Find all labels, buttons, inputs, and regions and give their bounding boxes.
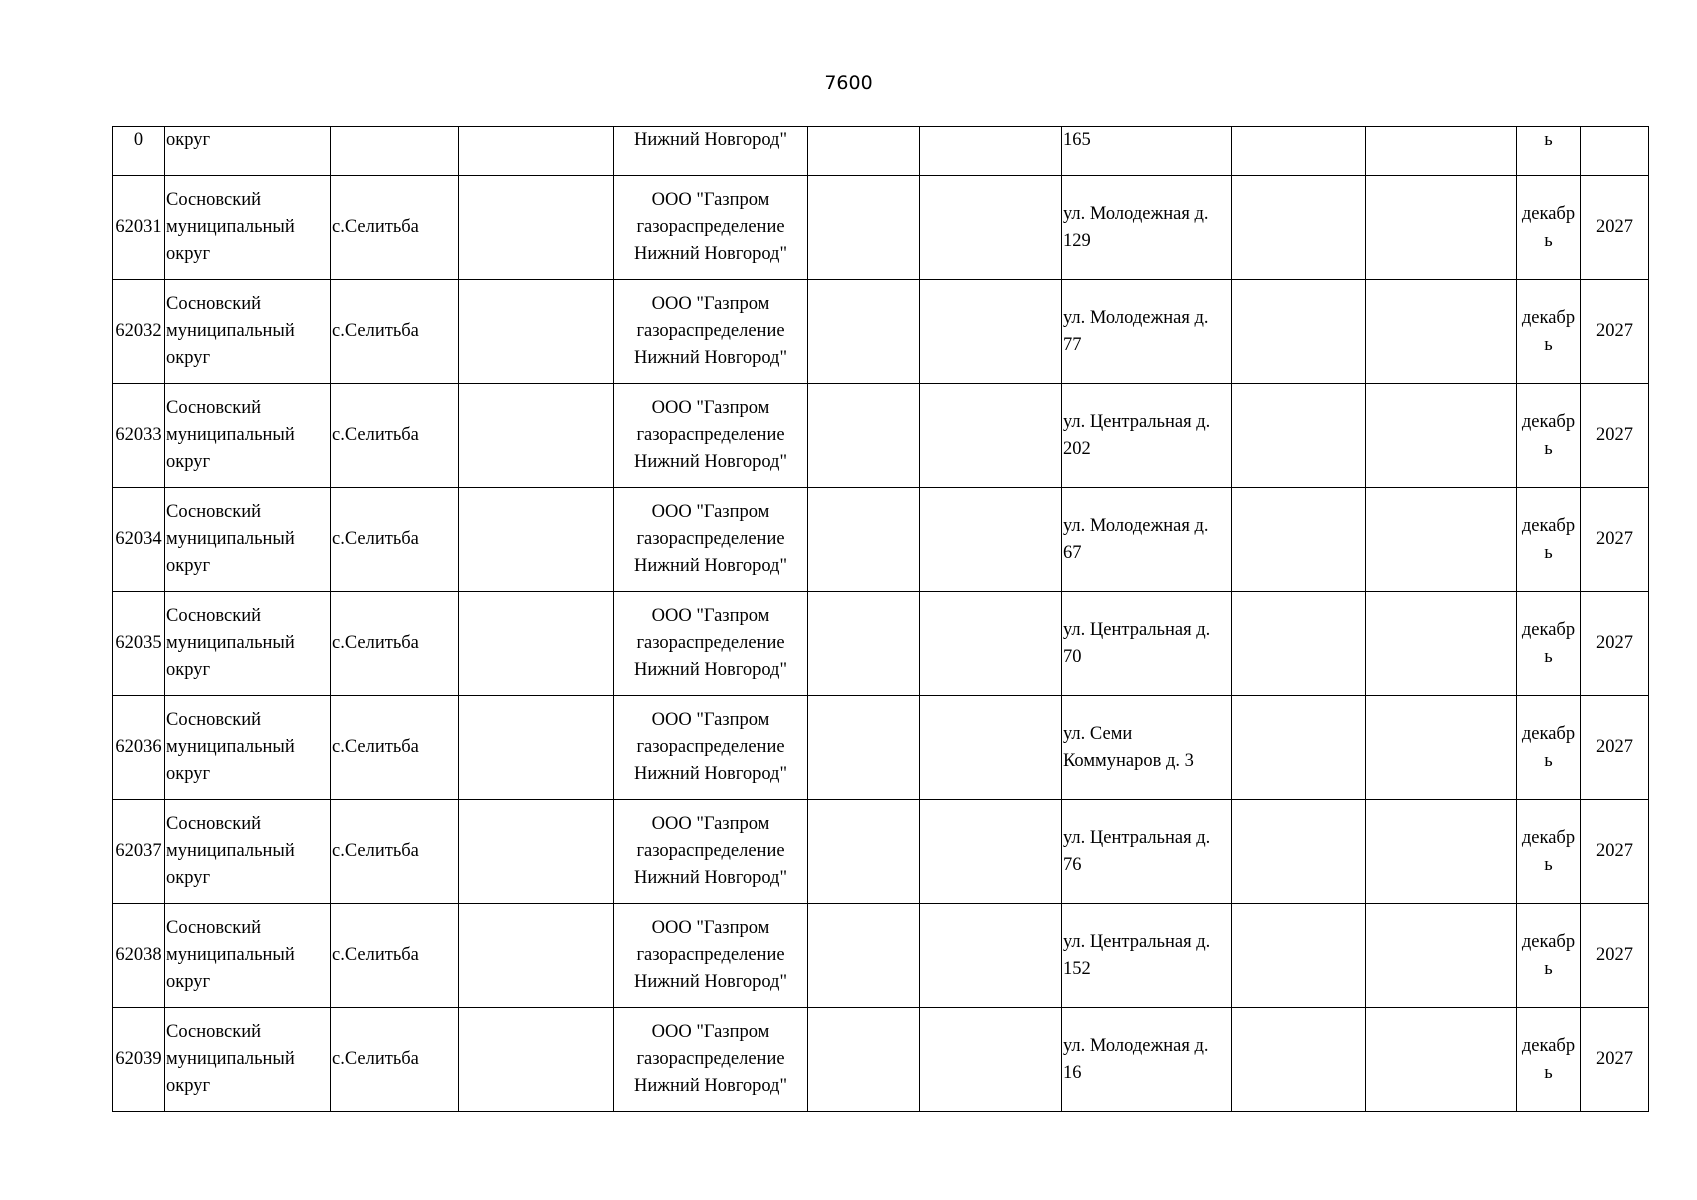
address-line: ул. Семи <box>1063 723 1133 744</box>
year-cell <box>1581 127 1649 176</box>
district-line: Сосновский <box>166 190 262 210</box>
organization-line: Нижний Новгород" <box>633 452 788 472</box>
table-row <box>113 280 1649 384</box>
address-line: ул. Молодежная д. <box>1063 307 1209 328</box>
row-number-cell: 62037 <box>113 800 165 904</box>
empty-cell <box>1232 800 1366 904</box>
empty-cell <box>808 280 920 384</box>
empty-cell <box>1366 176 1517 280</box>
address-cell <box>1062 800 1232 904</box>
district-cell <box>165 176 331 280</box>
organization-cell <box>614 592 808 696</box>
month-cell <box>1517 592 1581 696</box>
empty-cell <box>920 592 1062 696</box>
empty-cell <box>920 176 1062 280</box>
organization-line: Нижний Новгород" <box>633 1076 788 1096</box>
address-line: 76 <box>1063 854 1082 875</box>
page-number: 7600 <box>824 72 873 94</box>
month-cell <box>1517 176 1581 280</box>
empty-cell <box>459 280 614 384</box>
month-line: декабр <box>1521 619 1576 640</box>
empty-cell <box>808 384 920 488</box>
district-cell <box>165 1008 331 1112</box>
year-cell: 2027 <box>1581 176 1649 280</box>
district-line: муниципальный <box>166 217 295 237</box>
empty-cell <box>808 176 920 280</box>
district-line: Сосновский <box>166 710 262 730</box>
district-line: муниципальный <box>166 945 295 965</box>
district-line: муниципальный <box>166 1049 295 1069</box>
organization-line: Нижний Новгород" <box>633 972 788 992</box>
district-line: округ <box>166 452 211 472</box>
organization-line: газораспределение <box>636 321 785 341</box>
year-cell: 2027 <box>1581 280 1649 384</box>
address-line: ул. Молодежная д. <box>1063 1035 1209 1056</box>
organization-cell <box>614 384 808 488</box>
address-line: 129 <box>1063 230 1091 251</box>
district-cell <box>165 592 331 696</box>
organization-line: Нижний Новгород" <box>633 244 788 264</box>
organization-line: газораспределение <box>636 529 785 549</box>
month-cell <box>1517 280 1581 384</box>
row-number-cell: 62036 <box>113 696 165 800</box>
address-line: ул. Центральная д. <box>1063 411 1211 432</box>
empty-cell <box>459 904 614 1008</box>
empty-cell <box>459 696 614 800</box>
organization-line: Нижний Новгород" <box>633 660 788 680</box>
organization-line: ООО "Газпром <box>651 398 770 418</box>
empty-cell <box>459 800 614 904</box>
month-cell <box>1517 384 1581 488</box>
district-cell <box>165 696 331 800</box>
organization-line: Нижний Новгород" <box>633 764 788 784</box>
year-cell: 2027 <box>1581 904 1649 1008</box>
address-cell <box>1062 280 1232 384</box>
month-line: декабр <box>1521 827 1576 848</box>
month-cell <box>1517 488 1581 592</box>
empty-cell <box>459 176 614 280</box>
year-cell: 2027 <box>1581 384 1649 488</box>
organization-line: Нижний Новгород" <box>633 868 788 888</box>
empty-cell <box>920 696 1062 800</box>
table-row <box>113 384 1649 488</box>
district-cell <box>165 904 331 1008</box>
month-cell <box>1517 696 1581 800</box>
organization-line: ООО "Газпром <box>651 190 770 210</box>
empty-cell <box>808 592 920 696</box>
district-line: Сосновский <box>166 398 262 418</box>
empty-cell <box>808 127 920 176</box>
organization-line: газораспределение <box>636 945 785 965</box>
organization-cell <box>614 488 808 592</box>
address-line: ул. Центральная д. <box>1063 827 1211 848</box>
address-line: ул. Центральная д. <box>1063 931 1211 952</box>
district-line: Сосновский <box>166 502 262 522</box>
address-cell <box>1062 592 1232 696</box>
organization-line: ООО "Газпром <box>651 918 770 938</box>
year-cell: 2027 <box>1581 1008 1649 1112</box>
district-line: муниципальный <box>166 737 295 757</box>
organization-line: Нижний Новгород" <box>633 556 788 576</box>
district-line: округ <box>166 1076 211 1096</box>
year-cell: 2027 <box>1581 696 1649 800</box>
month-cell <box>1517 1008 1581 1112</box>
organization-line: ООО "Газпром <box>651 606 770 626</box>
organization-cell: Нижний Новгород" <box>614 127 808 176</box>
organization-line: ООО "Газпром <box>651 814 770 834</box>
empty-cell <box>1366 1008 1517 1112</box>
district-line: Сосновский <box>166 294 262 314</box>
district-line: округ <box>166 556 211 576</box>
empty-cell <box>1366 696 1517 800</box>
empty-cell <box>1366 488 1517 592</box>
organization-cell <box>614 176 808 280</box>
organization-cell <box>614 280 808 384</box>
settlement-cell: с.Селитьба <box>331 280 459 384</box>
address-cell <box>1062 1008 1232 1112</box>
district-line: округ <box>166 244 211 264</box>
empty-cell <box>1366 280 1517 384</box>
address-line: Коммунаров д. 3 <box>1063 750 1194 771</box>
organization-line: ООО "Газпром <box>651 710 770 730</box>
row-number-cell: 0 <box>113 127 165 176</box>
month-cell <box>1517 904 1581 1008</box>
address-cell <box>1062 488 1232 592</box>
empty-cell <box>920 904 1062 1008</box>
settlement-cell: с.Селитьба <box>331 904 459 1008</box>
empty-cell <box>1232 488 1366 592</box>
empty-cell <box>1232 1008 1366 1112</box>
organization-cell <box>614 904 808 1008</box>
district-line: округ <box>166 660 211 680</box>
empty-cell <box>808 800 920 904</box>
district-line: округ <box>166 764 211 784</box>
district-cell <box>165 280 331 384</box>
month-line: ь <box>1544 646 1553 667</box>
address-line: 67 <box>1063 542 1082 563</box>
empty-cell <box>459 488 614 592</box>
month-line: декабр <box>1521 1035 1576 1056</box>
district-cell <box>165 384 331 488</box>
month-line: декабр <box>1521 515 1576 536</box>
district-cell: округ <box>165 127 331 176</box>
district-line: муниципальный <box>166 841 295 861</box>
row-number-cell: 62035 <box>113 592 165 696</box>
month-line: ь <box>1544 438 1553 459</box>
table-row <box>113 1008 1649 1112</box>
empty-cell <box>1232 384 1366 488</box>
empty-cell <box>1366 592 1517 696</box>
empty-cell <box>920 384 1062 488</box>
row-number-cell: 62038 <box>113 904 165 1008</box>
month-line: декабр <box>1521 723 1576 744</box>
organization-line: газораспределение <box>636 737 785 757</box>
empty-cell <box>920 1008 1062 1112</box>
district-cell <box>165 800 331 904</box>
empty-cell <box>1232 127 1366 176</box>
table-row <box>113 904 1649 1008</box>
district-line: Сосновский <box>166 606 262 626</box>
empty-cell <box>459 1008 614 1112</box>
address-line: 202 <box>1063 438 1091 459</box>
district-line: муниципальный <box>166 321 295 341</box>
row-number-cell: 62034 <box>113 488 165 592</box>
empty-cell <box>808 488 920 592</box>
month-line: ь <box>1544 958 1553 979</box>
address-line: 77 <box>1063 334 1082 355</box>
organization-line: Нижний Новгород" <box>633 348 788 368</box>
year-cell: 2027 <box>1581 800 1649 904</box>
year-cell: 2027 <box>1581 592 1649 696</box>
row-number-cell: 62032 <box>113 280 165 384</box>
month-cell <box>1517 800 1581 904</box>
empty-cell <box>1366 127 1517 176</box>
empty-cell <box>1366 904 1517 1008</box>
organization-cell <box>614 696 808 800</box>
district-line: муниципальный <box>166 529 295 549</box>
settlement-cell: с.Селитьба <box>331 800 459 904</box>
organization-line: газораспределение <box>636 1049 785 1069</box>
empty-cell <box>1232 592 1366 696</box>
empty-cell <box>920 280 1062 384</box>
organization-cell <box>614 1008 808 1112</box>
month-line: декабр <box>1521 307 1576 328</box>
district-line: округ <box>166 972 211 992</box>
address-cell: 165 <box>1062 127 1232 176</box>
address-line: ул. Молодежная д. <box>1063 203 1209 224</box>
organization-line: ООО "Газпром <box>651 1022 770 1042</box>
address-cell <box>1062 904 1232 1008</box>
organization-line: ООО "Газпром <box>651 294 770 314</box>
empty-cell <box>1232 904 1366 1008</box>
organization-line: газораспределение <box>636 217 785 237</box>
registry-table <box>112 126 1649 1112</box>
month-line: ь <box>1544 230 1553 251</box>
settlement-cell: с.Селитьба <box>331 384 459 488</box>
table-row <box>113 176 1649 280</box>
month-line: декабр <box>1521 931 1576 952</box>
month-cell: ь <box>1517 127 1581 176</box>
empty-cell <box>1366 800 1517 904</box>
district-line: округ <box>166 868 211 888</box>
settlement-cell: с.Селитьба <box>331 696 459 800</box>
empty-cell <box>808 904 920 1008</box>
organization-line: газораспределение <box>636 425 785 445</box>
address-cell <box>1062 384 1232 488</box>
table-row <box>113 488 1649 592</box>
address-cell <box>1062 176 1232 280</box>
district-cell <box>165 488 331 592</box>
district-line: муниципальный <box>166 633 295 653</box>
district-line: округ <box>166 348 211 368</box>
address-line: ул. Центральная д. <box>1063 619 1211 640</box>
empty-cell <box>920 800 1062 904</box>
table-row <box>113 800 1649 904</box>
district-line: Сосновский <box>166 814 262 834</box>
empty-cell <box>1232 176 1366 280</box>
empty-cell <box>920 127 1062 176</box>
row-number-cell: 62031 <box>113 176 165 280</box>
month-line: декабр <box>1521 203 1576 224</box>
settlement-cell: с.Селитьба <box>331 1008 459 1112</box>
empty-cell <box>1232 280 1366 384</box>
month-line: ь <box>1544 334 1553 355</box>
district-line: Сосновский <box>166 918 262 938</box>
month-line: ь <box>1544 750 1553 771</box>
settlement-cell: с.Селитьба <box>331 488 459 592</box>
organization-line: ООО "Газпром <box>651 502 770 522</box>
table-row-continued <box>113 127 1649 176</box>
empty-cell <box>1366 384 1517 488</box>
settlement-cell <box>331 127 459 176</box>
address-cell <box>1062 696 1232 800</box>
empty-cell <box>808 1008 920 1112</box>
empty-cell <box>920 488 1062 592</box>
district-line: Сосновский <box>166 1022 262 1042</box>
empty-cell <box>808 696 920 800</box>
district-line: муниципальный <box>166 425 295 445</box>
address-line: ул. Молодежная д. <box>1063 515 1209 536</box>
month-line: ь <box>1544 542 1553 563</box>
organization-line: газораспределение <box>636 841 785 861</box>
address-line: 152 <box>1063 958 1091 979</box>
empty-cell <box>459 384 614 488</box>
empty-cell <box>1232 696 1366 800</box>
address-line: 16 <box>1063 1062 1082 1083</box>
settlement-cell: с.Селитьба <box>331 176 459 280</box>
table-row <box>113 696 1649 800</box>
row-number-cell: 62033 <box>113 384 165 488</box>
row-number-cell: 62039 <box>113 1008 165 1112</box>
organization-line: газораспределение <box>636 633 785 653</box>
month-line: ь <box>1544 854 1553 875</box>
settlement-cell: с.Селитьба <box>331 592 459 696</box>
year-cell: 2027 <box>1581 488 1649 592</box>
address-line: 70 <box>1063 646 1082 667</box>
month-line: ь <box>1544 1062 1553 1083</box>
organization-cell <box>614 800 808 904</box>
empty-cell <box>459 592 614 696</box>
empty-cell <box>459 127 614 176</box>
month-line: декабр <box>1521 411 1576 432</box>
table-row <box>113 592 1649 696</box>
